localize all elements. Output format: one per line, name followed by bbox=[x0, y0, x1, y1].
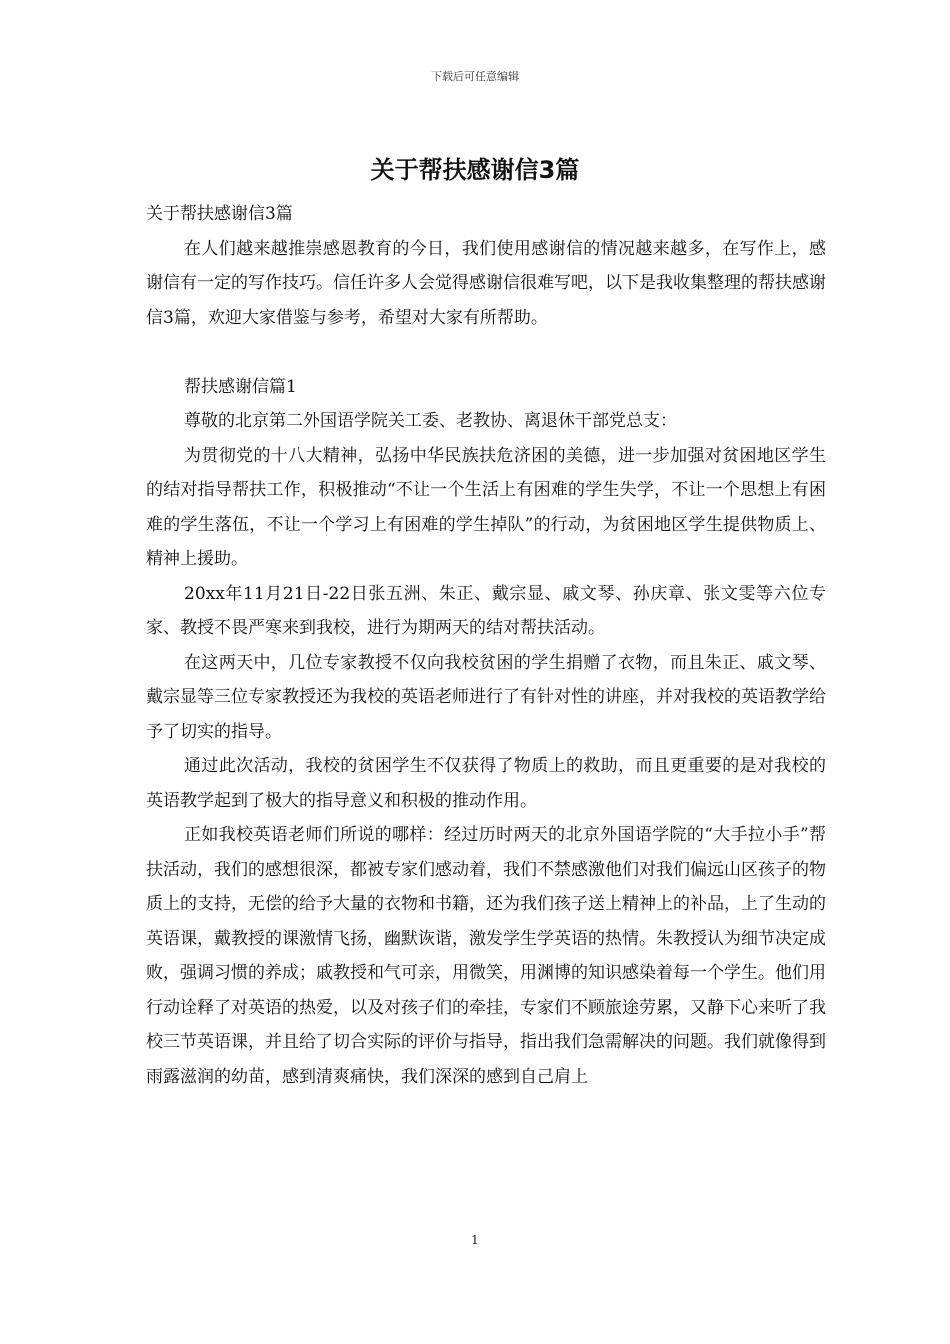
document-subtitle: 关于帮扶感谢信3篇 bbox=[146, 204, 293, 224]
body-paragraph: 为贯彻党的十八大精神，弘扬中华民族扶危济困的美德，进一步加强对贫困地区学生的结对指导帮扶工作，积极推动“不让一个生活上有困难的学生失学，不让一个思想上有困难的学生落伍，不让一个学习上有困难的学生掉队”的行动，为贫困地区学生提供物质上、精神上援助。 bbox=[146, 445, 826, 569]
document-title: 关于帮扶感谢信3篇 bbox=[370, 156, 580, 184]
header-note: 下载后可任意编辑 bbox=[431, 70, 519, 83]
body-paragraph: 20xx年11月21日-22日张五洲、朱正、戴宗显、戚文琴、孙庆章、张文雯等六位专家、教授不畏严寒来到我校，进行为期两天的结对帮扶活动。 bbox=[146, 583, 826, 638]
body-paragraph: 在这两天中，几位专家教授不仅向我校贫困的学生捐赠了衣物，而且朱正、戚文琴、戴宗显等三位专家教授还为我校的英语老师进行了有针对性的讲座，并对我校的英语教学给予了切实的指导。 bbox=[146, 652, 826, 742]
body-paragraph: 正如我校英语老师们所说的哪样：经过历时两天的北京外国语学院的“大手拉小手”帮扶活动，我们的感想很深，都被专家们感动着，我们不禁感激他们对我们偏远山区孩子的物质上的支持，无偿的给予大量的衣物和书籍，还为我们孩子送上精神上的补品，上了生动的英语课，戴教授的课激情飞扬，幽默诙谐，激发学生学英语的热情。朱教授认为细节决定成败，强调习惯的养成；戚教授和气可亲，用微笑，用渊博的知识感染着每一个学生。他们用行动诠释了对英语的热爱，以及对孩子们的牵挂，专家们不顾旅途劳累，又静下心来听了我校三节英语课，并且给了切合实际的评价与指导，指出我们急需解决的问题。我们就像得到雨露滋润的幼苗，感到清爽痛快，我们深深的感到自己肩上 bbox=[146, 825, 826, 1087]
section-heading: 帮扶感谢信篇1 bbox=[184, 376, 297, 397]
body-paragraph: 通过此次活动，我校的贫困学生不仅获得了物质上的救助，而且更重要的是对我校的英语教学起到了极大的指导意义和积极的推动作用。 bbox=[146, 756, 826, 811]
blank-line bbox=[146, 335, 826, 370]
salutation: 尊敬的北京第二外国语学院关工委、老教协、离退休干部党总支： bbox=[184, 411, 677, 431]
intro-paragraph: 在人们越来越推崇感恩教育的今日，我们使用感谢信的情况越来越多，在写作上，感谢信有一定的写作技巧。信任许多人会觉得感谢信很难写吧，以下是我收集整理的帮扶感谢信3篇，欢迎大家借鉴与参考，希望对大家有所帮助。 bbox=[146, 238, 826, 328]
page-number: 1 bbox=[471, 1233, 479, 1247]
document-body bbox=[146, 197, 826, 1094]
